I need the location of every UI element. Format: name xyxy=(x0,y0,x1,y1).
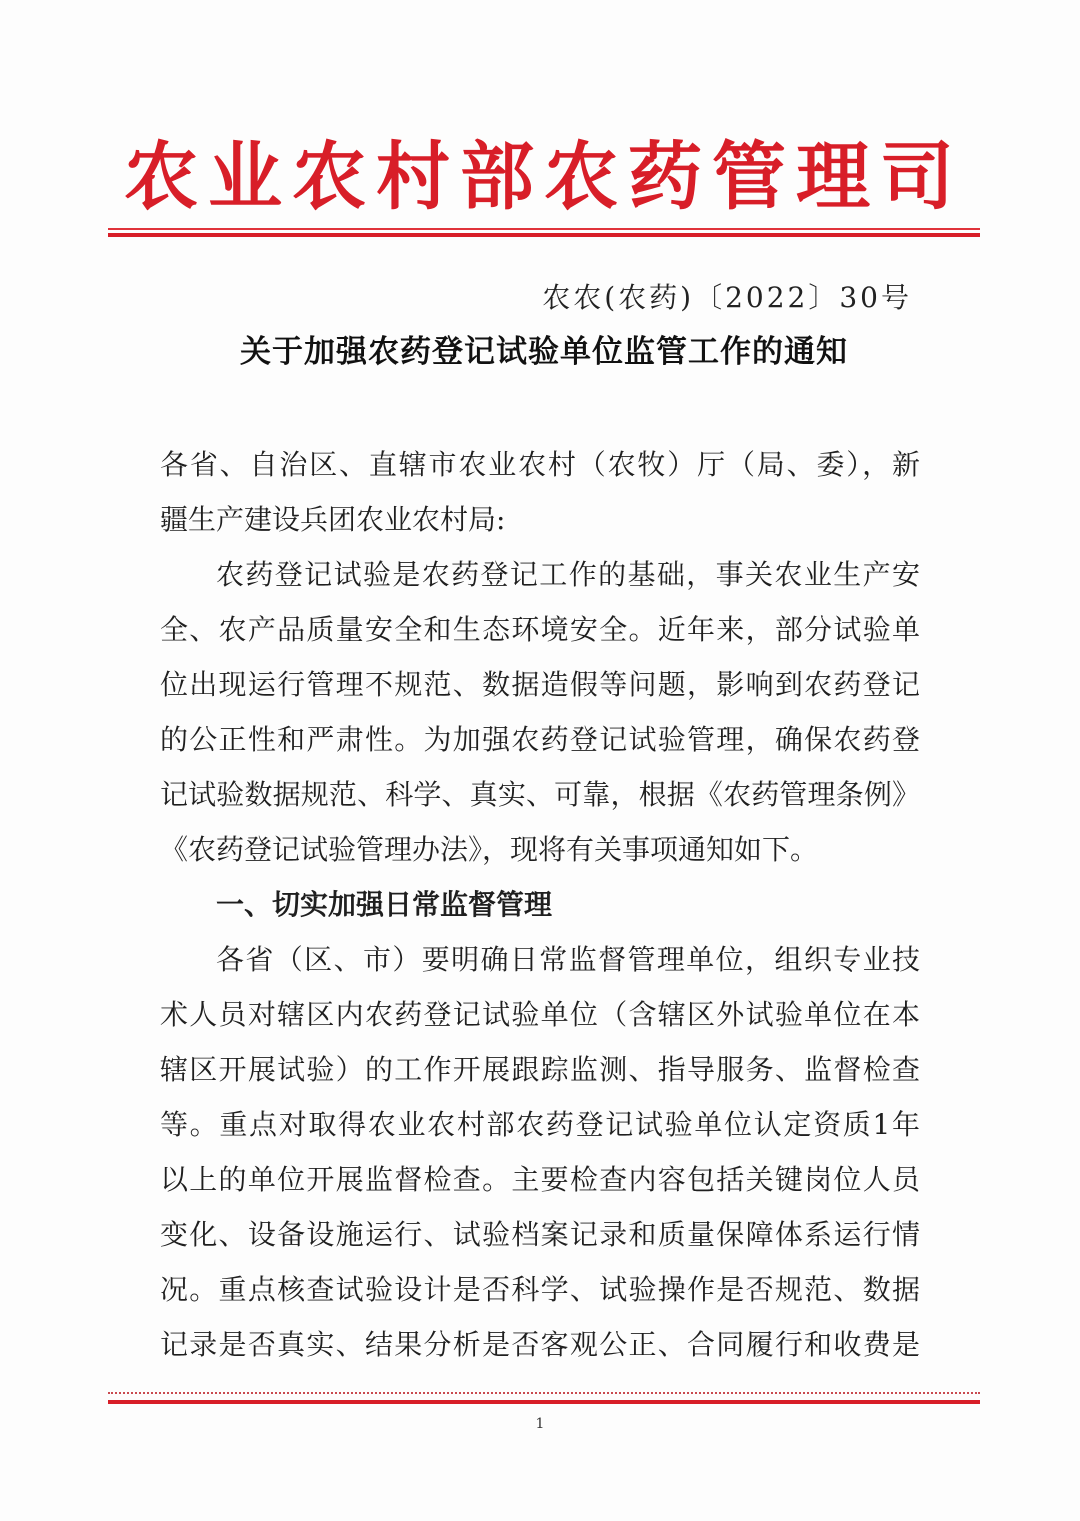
document-number: 农农(农药)〔2022〕30号 xyxy=(542,281,912,314)
masthead-organization: 农业农村部农药管理司 xyxy=(124,134,964,220)
document-title: 关于加强农药登记试验单位监管工作的通知 xyxy=(240,334,848,370)
paragraph-line: 记试验数据规范、科学、真实、可靠，根据《农药管理条例》 xyxy=(160,778,920,811)
header-divider-thick xyxy=(108,233,980,237)
paragraph-line: 《农药登记试验管理办法》，现将有关事项通知如下。 xyxy=(160,833,819,866)
paragraph-line: 况。重点核查试验设计是否科学、试验操作是否规范、数据 xyxy=(160,1273,920,1306)
paragraph-line: 农药登记试验是农药登记工作的基础，事关农业生产安 xyxy=(216,558,920,591)
addressee-line: 疆生产建设兵团农业农村局: xyxy=(160,503,506,536)
paragraph-line: 变化、设备设施运行、试验档案记录和质量保障体系运行情 xyxy=(160,1218,920,1251)
header-divider-thin xyxy=(108,228,980,230)
paragraph-line: 各省（区、市）要明确日常监督管理单位，组织专业技 xyxy=(216,943,920,976)
addressee-line: 各省、自治区、直辖市农业农村（农牧）厅（局、委），新 xyxy=(160,448,920,481)
paragraph-line: 以上的单位开展监督检查。主要检查内容包括关键岗位人员 xyxy=(160,1163,920,1196)
paragraph-line: 等。重点对取得农业农村部农药登记试验单位认定资质1年 xyxy=(160,1108,920,1141)
page-number: 1 xyxy=(535,1416,545,1432)
paragraph-line: 的公正性和严肃性。为加强农药登记试验管理，确保农药登 xyxy=(160,723,920,756)
footer-divider-dotted xyxy=(108,1392,980,1394)
paragraph-line: 全、农产品质量安全和生态环境安全。近年来，部分试验单 xyxy=(160,613,920,646)
paragraph-line: 记录是否真实、结果分析是否客观公正、合同履行和收费是 xyxy=(160,1328,920,1361)
document-body xyxy=(160,437,920,1372)
footer-divider-thick xyxy=(108,1400,980,1404)
paragraph-line: 术人员对辖区内农药登记试验单位（含辖区外试验单位在本 xyxy=(160,998,920,1031)
paragraph-line: 位出现运行管理不规范、数据造假等问题，影响到农药登记 xyxy=(160,668,920,701)
section-heading: 一、切实加强日常监督管理 xyxy=(216,888,553,921)
paragraph-line: 辖区开展试验）的工作开展跟踪监测、指导服务、监督检查 xyxy=(160,1053,920,1086)
